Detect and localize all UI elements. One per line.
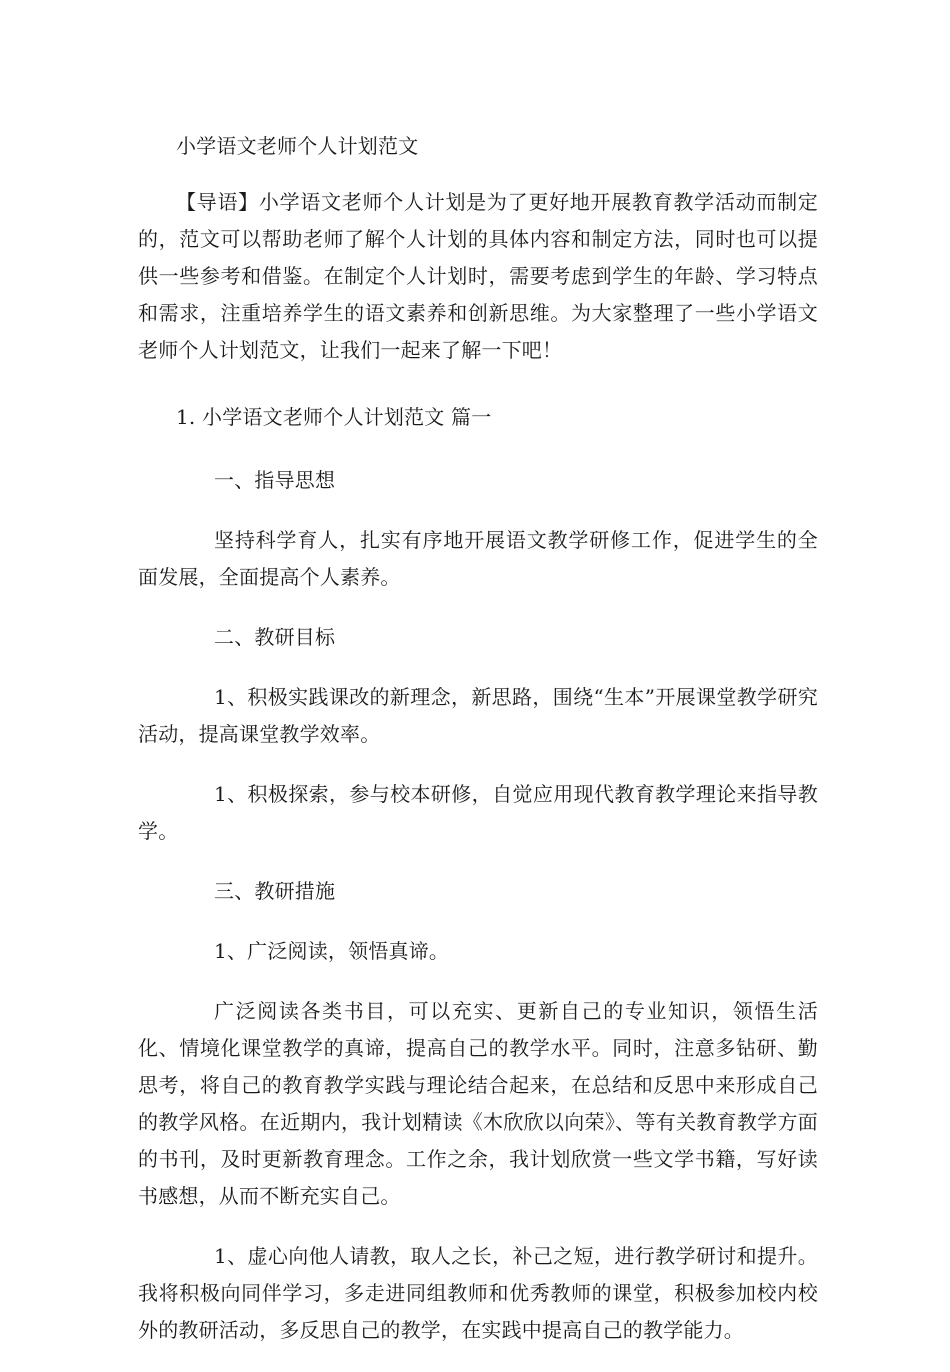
paragraph-guiding-thought: 坚持科学育人，扎实有序地开展语文教学研修工作，促进学生的全面发展，全面提高个人素养。 — [138, 528, 818, 589]
paragraph-measure-1-title: 1、广泛阅读，领悟真谛。 — [214, 939, 450, 963]
document-body — [138, 128, 818, 1372]
intro-paragraph: 【导语】小学语文老师个人计划是为了更好地开展教育教学活动而制定的，范文可以帮助老师了解个人计划的具体内容和制定方法，同时也可以提供一些参考和借鉴。在制定个人计划时，需要考虑到学生的年龄、学习特点和需求，注重培养学生的语文素养和创新思维。为大家整理了一些小学语文老师个人计划范文，让我们一起来了解一下吧！ — [138, 190, 818, 362]
paragraph-goal-1: 1、积极实践课改的新理念，新思路，围绕“生本”开展课堂教学研究活动，提高课堂教学效率。 — [138, 685, 818, 746]
paragraph-goal-2: 1、积极探索，参与校本研修，自觉应用现代教育教学理论来指导教学。 — [138, 782, 818, 843]
document-title: 小学语文老师个人计划范文 — [176, 134, 419, 158]
heading-research-goals: 二、教研目标 — [214, 625, 336, 649]
paragraph-measure-1-body: 广泛阅读各类书目，可以充实、更新自己的专业知识，领悟生活化、情境化课堂教学的真谛，提高自己的教学水平。同时，注意多钻研、勤思考，将自己的教育教学实践与理论结合起来，在总结和反思中来形成自己的教学风格。在近期内，我计划精读《木欣欣以向荣》、等有关教育教学方面的书刊，及时更新教育理念。工作之余，我计划欣赏一些文学书籍，写好读书感想，从而不断充实自己。 — [138, 999, 818, 1208]
heading-research-measures: 三、教研措施 — [214, 879, 336, 903]
paragraph-measure-2: 1、虚心向他人请教，取人之长，补己之短，进行教学研讨和提升。我将积极向同伴学习，多走进同组教师和优秀教师的课堂，积极参加校内校外的教研活动，多反思自己的教学，在实践中提高自己的教学能力。 — [138, 1244, 818, 1342]
section-title: 1. 小学语文老师个人计划范文 篇一 — [176, 405, 492, 429]
heading-guiding-thought: 一、指导思想 — [214, 468, 336, 492]
